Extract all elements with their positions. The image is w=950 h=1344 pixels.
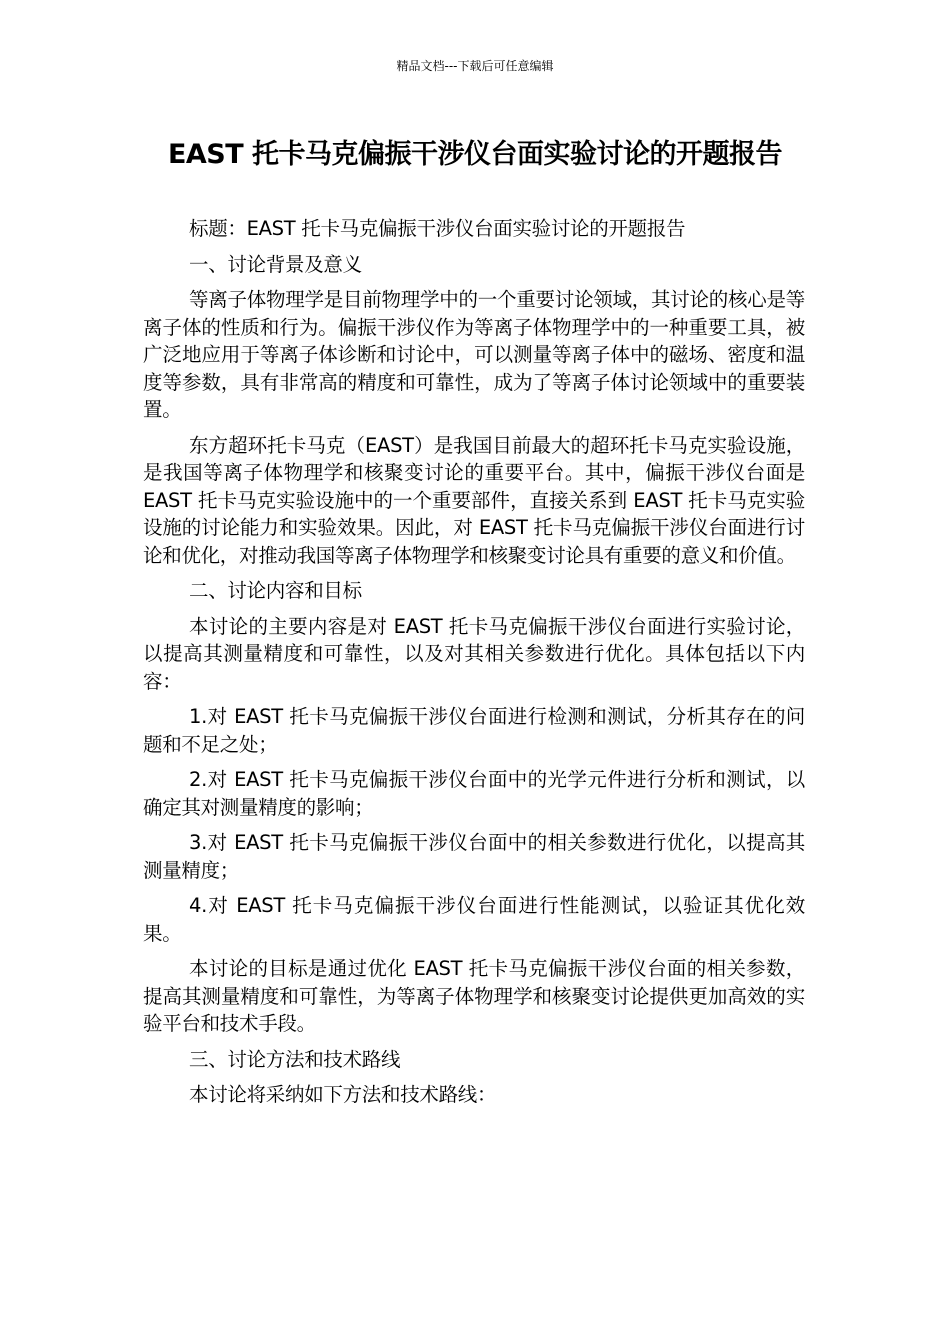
section-heading-method: 三、讨论方法和技术路线	[189, 1047, 401, 1071]
paragraph-goal: 本讨论的目标是通过优化 EAST 托卡马克偏振干涉仪台面的相关参数，提高其测量精度和可靠性，为等离子体物理学和核聚变讨论提供更加高效的实验平台和技术手段。	[143, 957, 805, 1035]
document-body	[143, 215, 805, 1117]
list-item-2: 2.对 EAST 托卡马克偏振干涉仪台面中的光学元件进行分析和测试，以确定其对测量精度的影响；	[143, 768, 805, 819]
document-title: EAST 托卡马克偏振干涉仪台面实验讨论的开题报告	[167, 139, 783, 170]
paragraph-background-2: 东方超环托卡马克（EAST）是我国目前最大的超环托卡马克实验设施，是我国等离子体物理学和核聚变讨论的重要平台。其中，偏振干涉仪台面是 EAST 托卡马克实验设施中的一个重要部件，直接关系到 EAST 托卡马克实验设施的讨论能力和实验效果。因此，对 EAST 托卡马克偏振干涉仪台面进行讨论和优化，对推动我国等离子体物理学和核聚变讨论具有重要的意义和价值。	[143, 433, 805, 567]
list-item-1: 1.对 EAST 托卡马克偏振干涉仪台面进行检测和测试，分析其存在的问题和不足之处；	[143, 705, 805, 756]
list-item-3: 3.对 EAST 托卡马克偏振干涉仪台面中的相关参数进行优化，以提高其测量精度；	[143, 831, 805, 882]
paragraph-method-intro: 本讨论将采纳如下方法和技术路线：	[189, 1083, 497, 1106]
paragraph-background-1: 等离子体物理学是目前物理学中的一个重要讨论领域，其讨论的核心是等离子体的性质和行为。偏振干涉仪作为等离子体物理学中的一种重要工具，被广泛地应用于等离子体诊断和讨论中，可以测量等离子体中的磁场、密度和温度等参数，具有非常高的精度和可靠性，成为了等离子体讨论领域中的重要装置。	[143, 288, 805, 421]
page-header: 精品文档---下载后可任意编辑	[396, 59, 554, 73]
list-item-4: 4.对 EAST 托卡马克偏振干涉仪台面进行性能测试，以验证其优化效果。	[143, 894, 805, 945]
section-heading-background: 一、讨论背景及意义	[189, 252, 362, 276]
subject-line: 标题：EAST 托卡马克偏振干涉仪台面实验讨论的开题报告	[189, 217, 686, 240]
section-heading-content: 二、讨论内容和目标	[189, 579, 362, 602]
paragraph-content-intro: 本讨论的主要内容是对 EAST 托卡马克偏振干涉仪台面进行实验讨论，以提高其测量精度和可靠性，以及对其相关参数进行优化。具体包括以下内容：	[143, 614, 805, 693]
